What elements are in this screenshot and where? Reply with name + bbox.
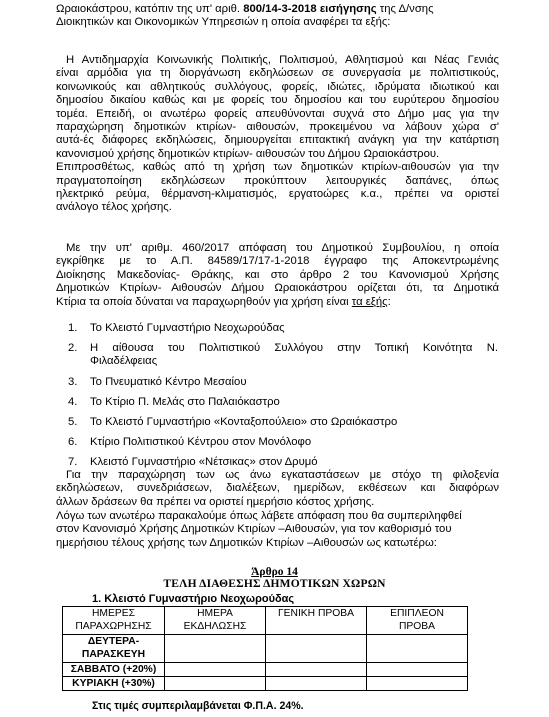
intro-line-2: Διοικητικών και Οικονομικών Υπηρεσιών η οποία αναφέρει τα εξής: <box>56 16 391 29</box>
column-header: ΗΜΕΡΕΣ ΠΑΡΑΧΩΡΗΣΗΣ <box>63 607 165 635</box>
paragraph-line: ημερήσιου τέλους χρήσης των Δημοτικών Κτιρίων –Αιθουσών ως κατωτέρω: <box>56 536 437 549</box>
article-number: Άρθρο 14 <box>251 566 298 578</box>
paragraph-line: Με την υπ' αριθμ. 460/2017 απόφαση του Δημοτικού Συμβουλίου, η οποία <box>66 242 499 254</box>
paragraph-line: Διοίκησης Μακεδονίας- Θράκης, και στο άρθρο 2 του Κανονισμού Χρήσης <box>56 268 499 281</box>
table-cell <box>266 635 367 663</box>
paragraph-line: τομέα. Επειδή, οι ανωτέρω φορείς απευθύνονται συχνά στο Δήμο μας για την <box>56 107 499 120</box>
paragraph-line: εγκρίθηκε με το Α.Π. 84589/17/17-1-2018 έγγραφο της Αποκεντρωμένης <box>56 255 499 268</box>
intro-line-1: Ωραιοκάστρου, κατόπιν της υπ' αριθ. 800/14-3-2018 εισήγησης της Δ/νσης <box>56 3 434 15</box>
table-cell <box>165 635 266 663</box>
column-header: ΗΜΕΡΑ ΕΚΔΗΛΩΣΗΣ <box>165 607 266 635</box>
paragraph-line: Δημοτικών Κτιρίων- Αιθουσών Δήμου Ωραιοκάστρου ορίζεται ότι, τα Δημοτικά <box>56 282 499 295</box>
article-title: ΤΕΛΗ ΔΙΑΘΕΣΗΣ ΔΗΜΟΤΙΚΩΝ ΧΩΡΩΝ <box>163 578 386 590</box>
vat-note: Στις τιμές συμπεριλαμβάνεται Φ.Π.Α. 24%. <box>92 700 304 712</box>
table-cell <box>367 677 468 691</box>
table-cell <box>165 663 266 677</box>
table-row <box>63 635 468 663</box>
list-item: 2. Η αίθουσα του Πολιτιστικού Συλλόγου στην Τοπική Κοινότητα Ν. Φιλαδέλφειας <box>68 342 498 368</box>
column-header: ΕΠΙΠΛΕΟΝ ΠΡΟΒΑ <box>367 607 468 635</box>
table-cell <box>165 677 266 691</box>
paragraph-request <box>56 510 499 550</box>
list-item: 4. Το Κτίριο Π. Μελάς στο Παλαιόκαστρο <box>68 396 280 408</box>
row-label: ΔΕΥΤΕΡΑ- ΠΑΡΑΣΚΕΥΗ <box>63 635 165 663</box>
intro-text <box>56 3 499 30</box>
paragraph-line: παραχώρηση δημοτικών κτιρίων- αιθουσών, προκειμένου να λάβουν χώρα σ' <box>56 121 499 134</box>
paragraph-cost <box>56 469 499 509</box>
table-cell <box>367 663 468 677</box>
list-item: 1. Το Κλειστό Γυμναστήριο Νεοχωρούδας <box>68 322 285 334</box>
paragraph-line: κανονισμού χρήσης δημοτικών κτιρίων- αιθουσών του Δήμου Ωραιοκάστρου. <box>56 147 440 160</box>
paragraph-line: ηλεκτρικό ρεύμα, θέρμανση-κλιματισμός, εργατοώρες κ.α., πρέπει να οριστεί <box>56 188 499 201</box>
paragraph-line: Λόγω των ανωτέρω παρακαλούμε όπως λάβετε απόφαση που θα συμπεριληφθεί <box>56 510 462 522</box>
paragraph-line: Η Αντιδημαρχία Κοινωνικής Πολιτικής, Πολιτισμού, Αθλητισμού και Νέας Γενιάς <box>66 54 499 66</box>
paragraph-decision <box>56 242 499 309</box>
fees-table <box>62 606 468 691</box>
paragraph-justification <box>56 54 499 215</box>
paragraph-line: πραγματοποίηση εκδηλώσεων προκύπτουν λειτουργικές δαπάνες, όπως <box>56 174 499 187</box>
paragraph-line: είναι αρμόδια για τη διοργάνωση εκδηλώσεων σε συνεργασία με πολιτιστικούς, <box>56 67 499 80</box>
row-label: ΚΥΡΙΑΚΗ (+30%) <box>63 677 165 691</box>
paragraph-line: εκδηλώσεων, συνεδριάσεων, διαλέξεων, ημερίδων, εκθέσεων και διαφόρων <box>56 482 499 495</box>
row-label: ΣΑΒΒΑΤΟ (+20%) <box>63 663 165 677</box>
paragraph-line: άλλων δράσεων θα πρέπει να οριστεί ημερήσιο κόστος χρήσης. <box>56 495 375 508</box>
list-item: 5. Το Κλειστό Γυμναστήριο «Κονταξοπούλειο» στο Ωραιόκαστρο <box>68 416 398 428</box>
paragraph-line: στον Κανονισμό Χρήσης Δημοτικών Κτιρίων –Αιθουσών, για τον καθορισμό του <box>56 523 452 536</box>
table-header-row <box>63 607 468 635</box>
table-row <box>63 677 468 691</box>
column-header: ΓΕΝΙΚΗ ΠΡΟΒΑ <box>266 607 367 635</box>
list-item: 7. Κλειστό Γυμναστήριο «Νέτσικας» στον Δρυμό <box>68 456 318 468</box>
table-row <box>63 663 468 677</box>
paragraph-line: ανάλογο τέλος χρήσης. <box>56 201 172 214</box>
paragraph-line: Κτίρια τα οποία δύναται να παραχωρηθούν για χρήση είναι τα εξής: <box>56 295 391 308</box>
table-cell <box>266 663 367 677</box>
list-item: 3. Το Πνευματικό Κέντρο Μεσαίου <box>68 376 247 388</box>
paragraph-line: δημοσίου δικαίου καθώς και με φορείς του δημοσίου και του ευρύτερου δημοσίου <box>56 94 499 107</box>
table-cell <box>367 635 468 663</box>
paragraph-line: Για την παραχώρηση των ως άνω εγκαταστάσεων με στόχο τη φιλοξενία <box>66 469 499 481</box>
paragraph-line: κοινωνικούς και αθλητικούς συλλόγους, φορείς, ιδιώτες, ιδρύματα ιδιωτικού και <box>56 80 499 93</box>
paragraph-line: αυτά-ές διάφορες εκδηλώσεις, δημιουργείται επιτακτική ανάγκη για την κατάρτιση <box>56 134 499 147</box>
table-heading: 1. Κλειστό Γυμναστήριο Νεοχωρούδας <box>92 593 295 605</box>
list-item: 6. Κτίριο Πολιτιστικού Κέντρου στον Μονόλοφο <box>68 436 312 448</box>
paragraph-line: Επιπροσθέτως, καθώς από τη χρήση των δημοτικών κτιρίων-αιθουσών για την <box>56 161 499 174</box>
venue-list <box>68 322 498 476</box>
table-cell <box>266 677 367 691</box>
